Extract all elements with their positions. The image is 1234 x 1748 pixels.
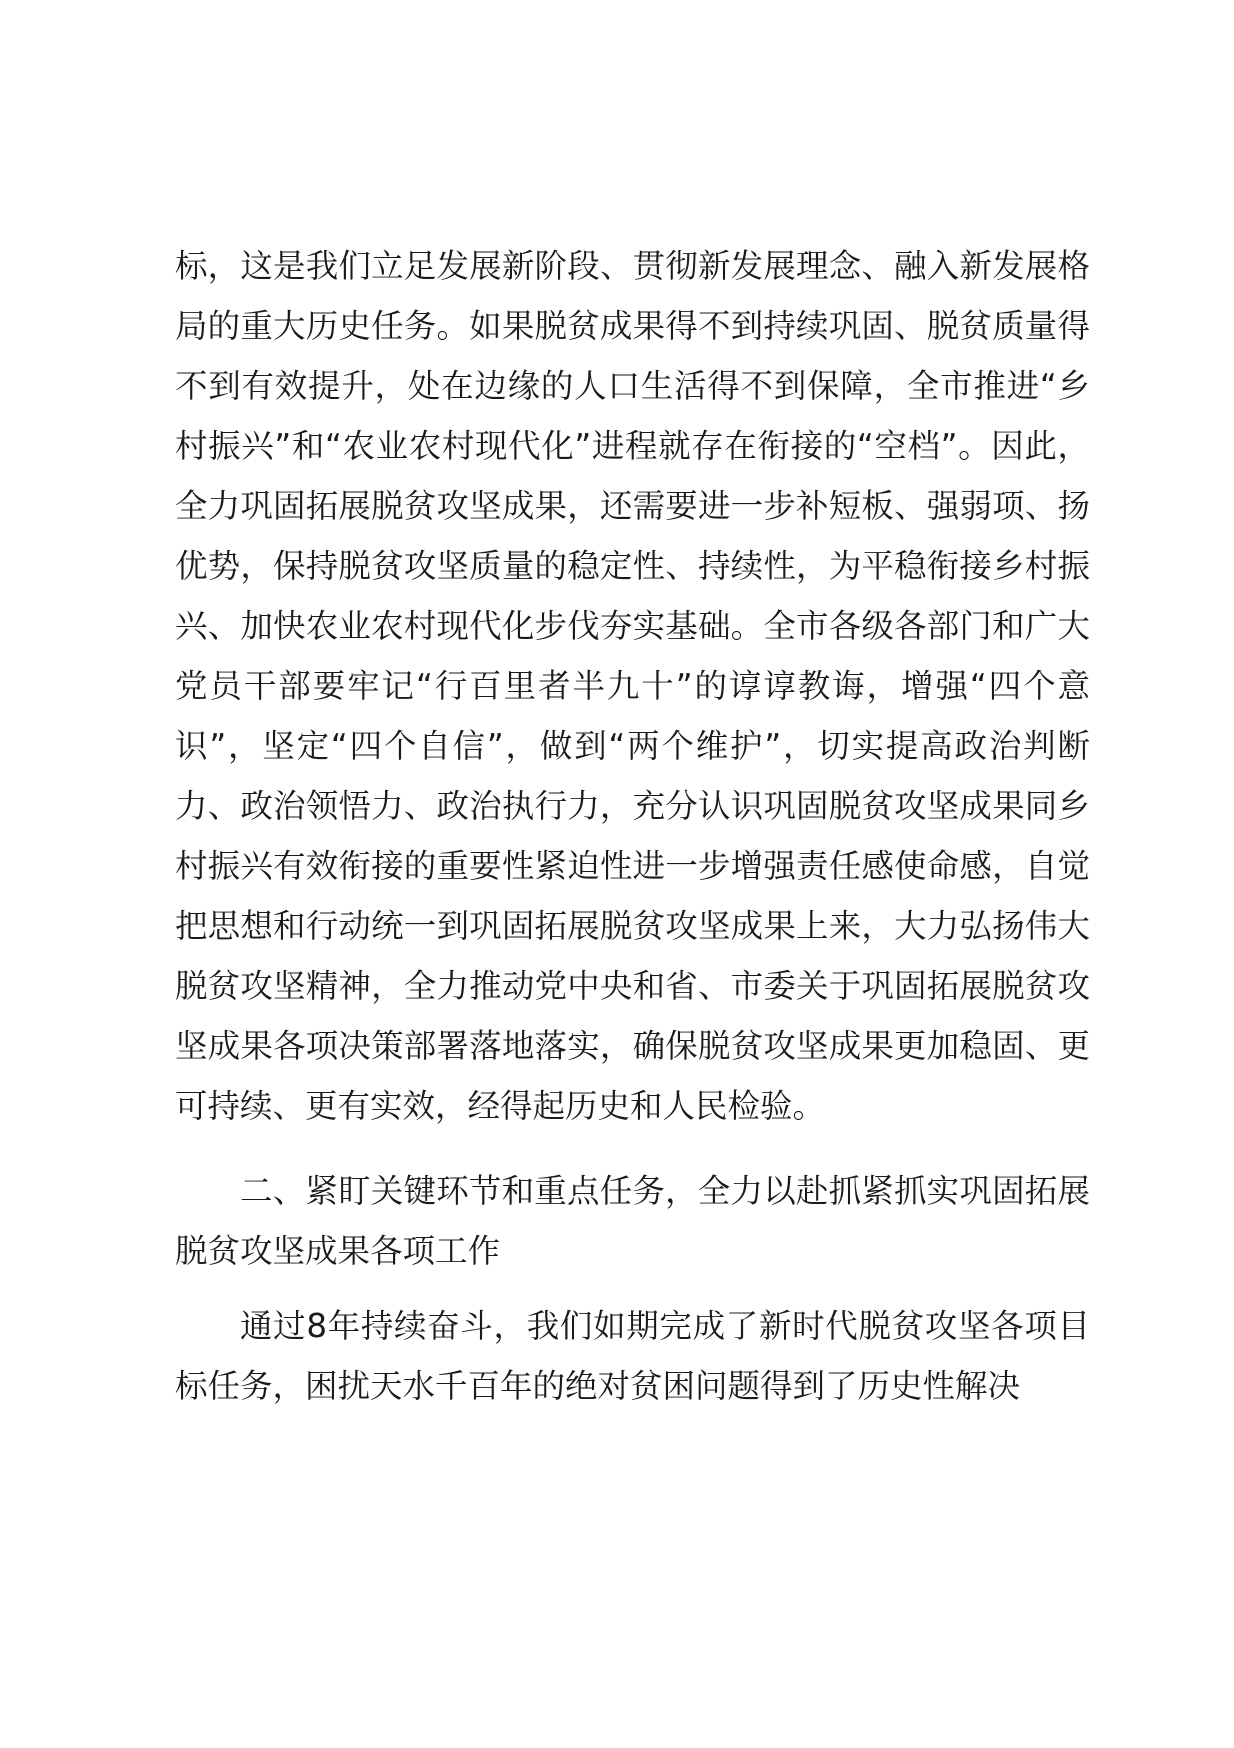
closing-paragraph: 通过8年持续奋斗，我们如期完成了新时代脱贫攻坚各项目标任务，困扰天水千百年的绝对贫困问题得到了历史性解决 (175, 1307, 1090, 1405)
section-heading: 二、紧盯关键环节和重点任务，全力以赴抓紧抓实巩固拓展脱贫攻坚成果各项工作 (175, 1172, 1090, 1270)
body-paragraph: 标，这是我们立足发展新阶段、贯彻新发展理念、融入新发展格局的重大历史任务。如果脱贫成果得不到持续巩固、脱贫质量得不到有效提升，处在边缘的人口生活得不到保障，全市推进“乡村振兴”和“农业农村现代化”进程就存在衔接的“空档”。因此，全力巩固拓展脱贫攻坚成果，还需要进一步补短板、强弱项、扬优势，保持脱贫攻坚质量的稳定性、持续性，为平稳衔接乡村振兴、加快农业农村现代化步伐夯实基础。全市各级各部门和广大党员干部要牢记“行百里者半九十”的谆谆教诲，增强“四个意识”，坚定“四个自信”，做到“两个维护”，切实提高政治判断力、政治领悟力、政治执行力，充分认识巩固脱贫攻坚成果同乡村振兴有效衔接的重要性紧迫性进一步增强责任感使命感，自觉把思想和行动统一到巩固拓展脱贫攻坚成果上来，大力弘扬伟大脱贫攻坚精神，全力推动党中央和省、市委关于巩固拓展脱贫攻坚成果各项决策部署落地落实，确保脱贫攻坚成果更加稳固、更可持续、更有实效，经得起历史和人民检验。 (175, 247, 1090, 1125)
document-body (175, 236, 1090, 1416)
